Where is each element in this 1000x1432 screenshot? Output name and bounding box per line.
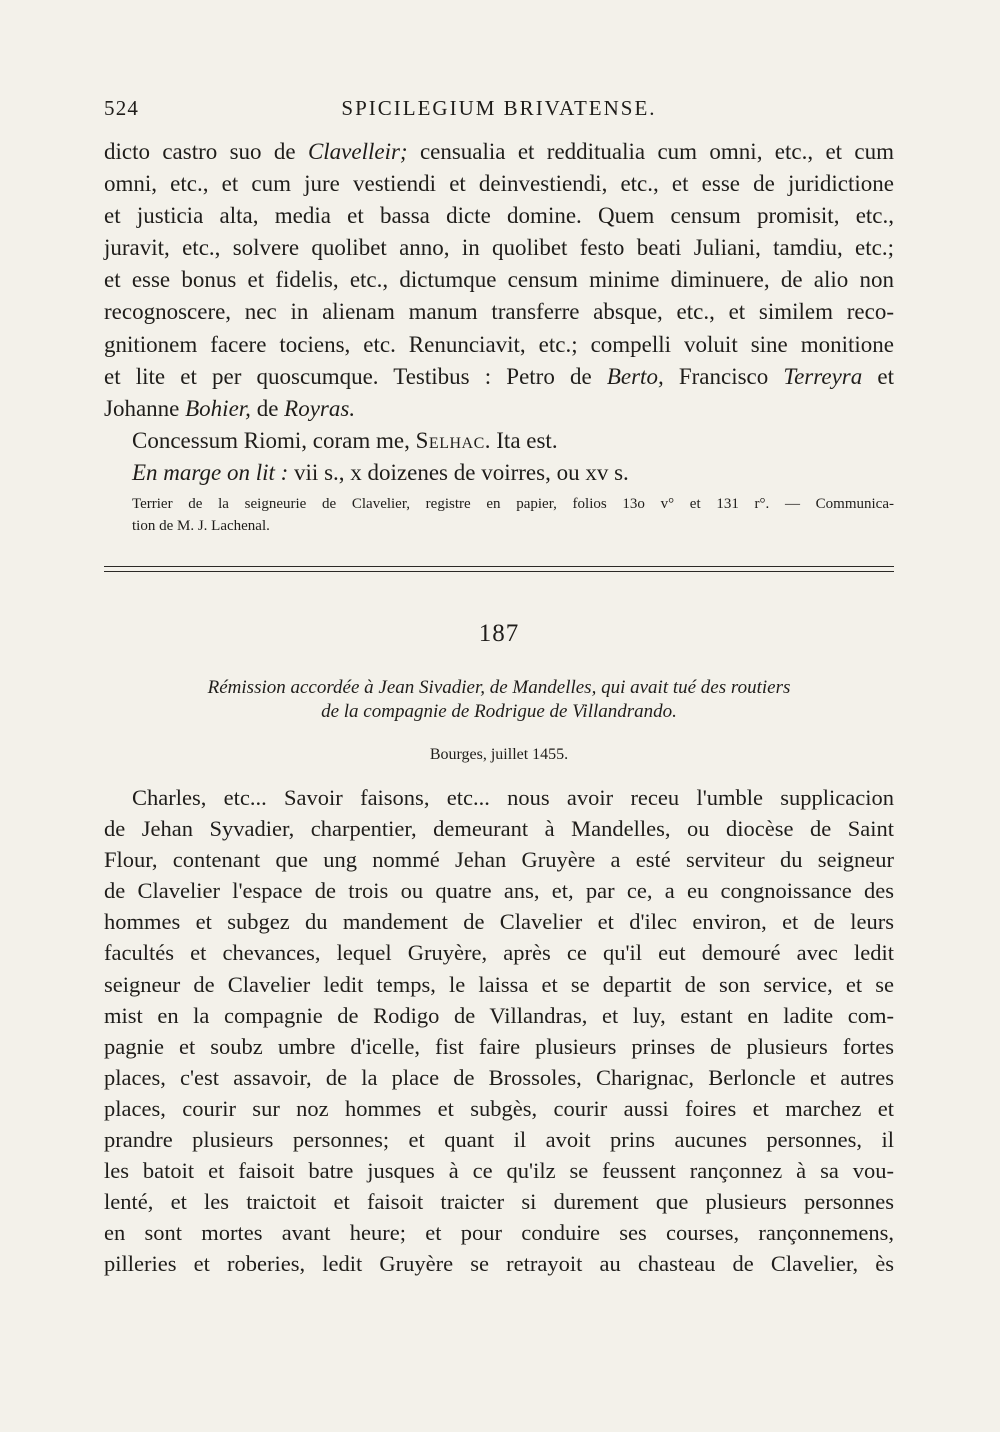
text-segment: vii s., x doizenes de voirres, ou xv s. — [288, 459, 629, 485]
running-title: SPICILEGIUM BRIVATENSE. — [341, 96, 657, 120]
text-segment: dicto castro suo de — [104, 139, 308, 164]
italic-name: Bohier, — [185, 395, 251, 421]
text-line: et justicia alta, media et bassa dicte domine. Quem censum promisit, etc., — [104, 203, 894, 229]
text-line: Flour, contenant que ung nommé Jehan Gruyère a esté serviteur du seigneur — [104, 847, 894, 873]
italic-name: Terreyra — [783, 363, 863, 389]
text-line: gnitionem facere tociens, etc. Renunciavit, etc.; compelli voluit sine monitione — [104, 331, 894, 357]
text-line: juravit, etc., solvere quolibet anno, in quolibet festo beati Juliani, tamdiu, etc.; — [104, 235, 894, 261]
text-line — [104, 361, 894, 393]
text-segment: Concessum Riomi, coram me, — [132, 427, 416, 453]
document-title-line: Rémission accordée à Jean Sivadier, de Mandelles, qui avait tué des routiers — [207, 677, 791, 698]
source-note — [132, 493, 894, 537]
text-line — [104, 457, 894, 489]
italic-name: Berto, — [606, 363, 664, 389]
text-line: pagnie et soubz umbre d'icelle, fist faire plusieurs prinses de plusieurs fortes — [104, 1033, 894, 1059]
text-line: les batoit et faisoit batre jusques à ce qu'ilz se feussent rançonnez à sa vou- — [104, 1158, 894, 1184]
italic-name: Royras. — [284, 395, 356, 421]
italic-name: Clavelleir; — [307, 139, 408, 164]
text-segment: censualia et redditualia cum omni, etc., et cum — [407, 139, 894, 164]
text-segment: Francisco — [663, 363, 784, 389]
text-line: de Clavelier l'espace de trois ou quatre ans, et, par ce, a eu congnoissance des — [104, 878, 894, 904]
text-line: places, c'est assavoir, de la place de Brossoles, Charignac, Berloncle et autres — [104, 1064, 894, 1090]
text-line: hommes et subgez du mandement de Clavelier et d'ilec environ, et de leurs — [104, 909, 894, 935]
text-line: seigneur de Clavelier ledit temps, le laissa et se departit de son service, et se — [104, 971, 894, 997]
double-rule-top — [104, 566, 894, 567]
text-segment: de — [250, 395, 285, 421]
text-line: places, courir sur noz hommes et subgès, courir aussi foires et marchez et — [104, 1095, 894, 1121]
text-segment: et lite et per quoscumque. Testibus : Petro de — [104, 363, 607, 389]
text-line: de Jehan Syvadier, charpentier, demeurant à Mandelles, ou diocèse de Saint — [104, 816, 894, 842]
page-number: 524 — [104, 96, 140, 120]
note-line: tion de M. J. Lachenal. — [132, 518, 270, 534]
text-line — [104, 393, 894, 425]
text-line — [104, 136, 894, 168]
text-segment: Johanne — [104, 395, 186, 421]
place-date: Bourges, juillet 1455. — [429, 746, 569, 763]
text-line: recognoscere, nec in alienam manum transferre absque, etc., et similem reco- — [104, 299, 894, 325]
text-line: et esse bonus et fidelis, etc., dictumque censum minime diminuere, de alio non — [104, 267, 894, 293]
double-rule-bottom — [104, 571, 894, 572]
italic-text: En marge on lit : — [132, 459, 289, 485]
small-caps-name: Selhac — [415, 427, 485, 453]
continued-latin-text — [104, 136, 894, 489]
text-line: lenté, et les traictoit et faisoit traicter si durement que plusieurs personnes — [104, 1189, 894, 1215]
text-line: pilleries et roberies, ledit Gruyère se retrayoit au chasteau de Clavelier, ès — [104, 1251, 894, 1277]
document-title-line: de la compagnie de Rodrigue de Villandrando. — [321, 701, 677, 722]
text-segment: et — [862, 363, 894, 389]
text-line: Charles, etc... Savoir faisons, etc... nous avoir receu l'umble supplicacion — [132, 785, 894, 810]
text-segment: . Ita est. — [484, 427, 558, 453]
text-line: mist en la compagnie de Rodigo de Villandras, et luy, estant en ladite com- — [104, 1002, 894, 1028]
text-line: prandre plusieurs personnes; et quant il avoit prins aucunes personnes, il — [104, 1127, 894, 1153]
main-french-text — [104, 782, 894, 1280]
document-number: 187 — [478, 620, 520, 647]
page-header — [104, 96, 894, 130]
text-line — [104, 425, 894, 457]
document-title — [104, 676, 894, 724]
note-line: Terrier de la seigneurie de Clavelier, registre en papier, folios 13o v° et 131 r°. — Communica- — [132, 496, 894, 512]
text-line: omni, etc., et cum jure vestiendi et deinvestiendi, etc., et esse de juridictione — [104, 171, 894, 197]
text-line: en sont mortes avant heure; et pour conduire ses courses, rançonnemens, — [104, 1220, 894, 1246]
text-line: facultés et chevances, lequel Gruyère, après ce qu'il eut demouré avec ledit — [104, 940, 894, 966]
